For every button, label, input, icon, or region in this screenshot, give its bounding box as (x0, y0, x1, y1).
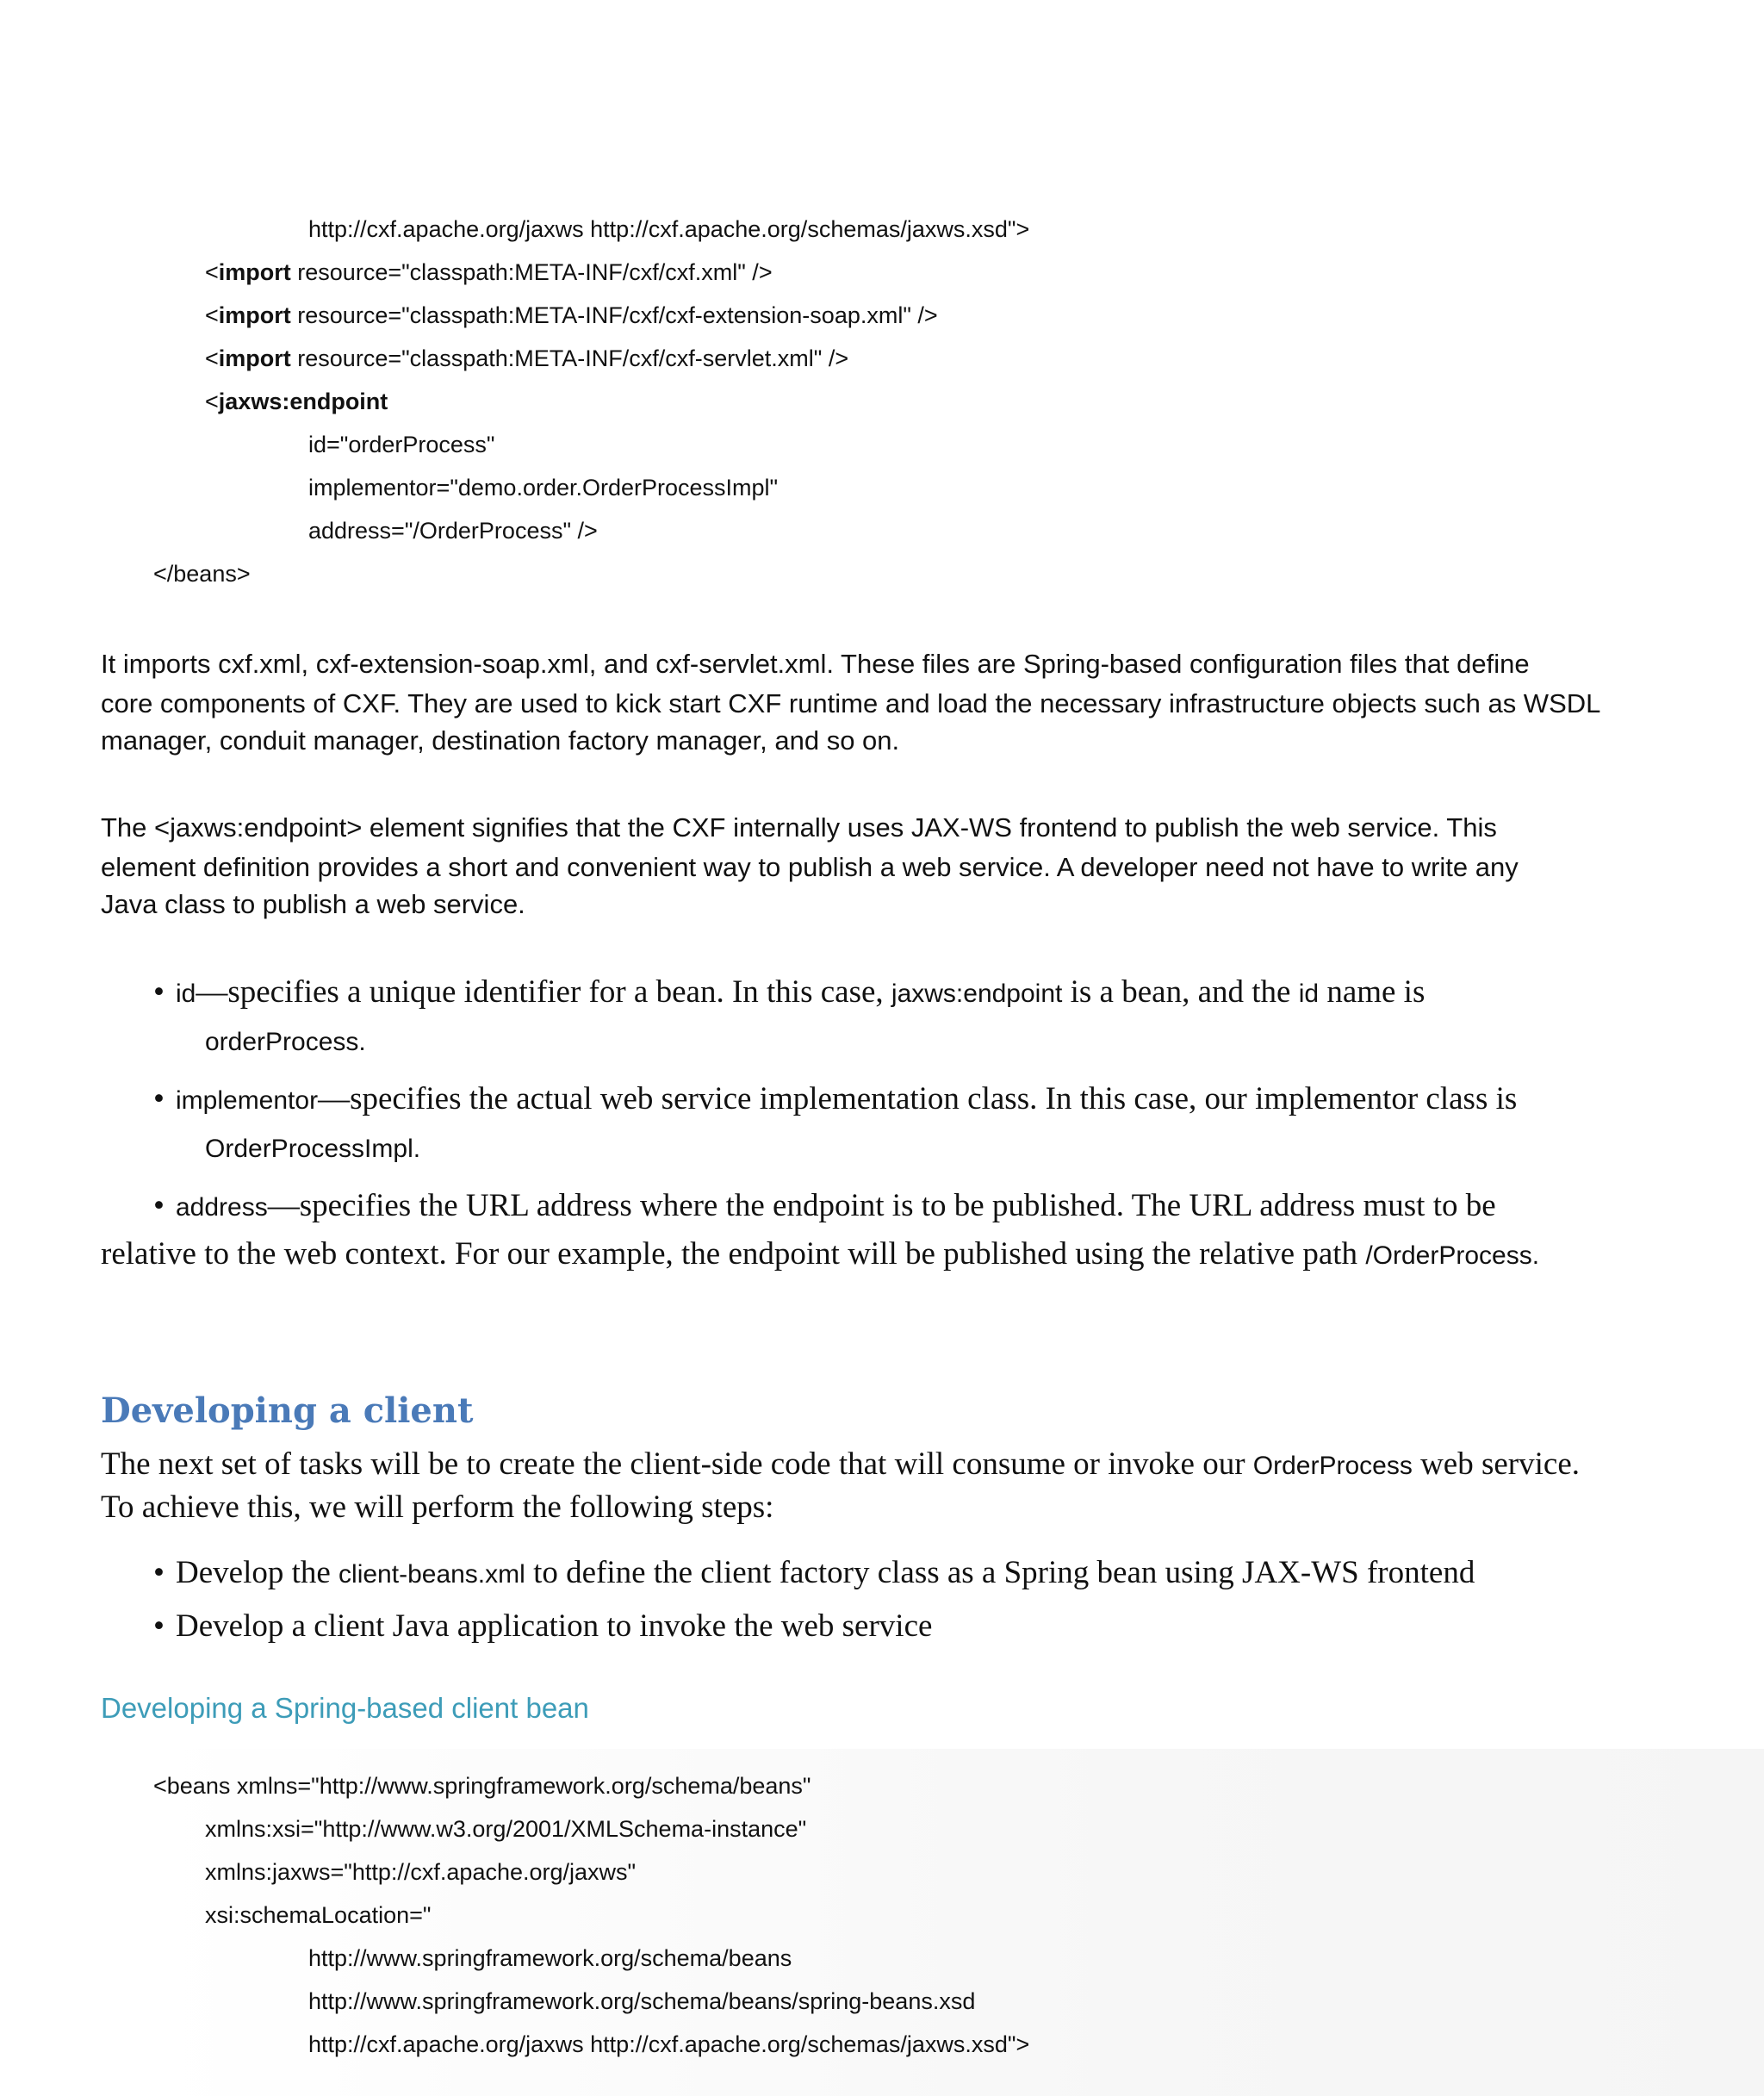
code-line: id="orderProcess" (308, 432, 495, 457)
list-item: • id—specifies a unique identifier for a bean. In this case, jaxws:endpoint is a bean, and the id name is (153, 972, 1425, 1015)
subsection-heading: Developing a Spring-based client bean (101, 1692, 589, 1724)
list-item-continuation: orderProcess. (205, 1028, 366, 1056)
intro-line: The next set of tasks will be to create the client-side code that will consume or invoke our OrderProcess web service. (101, 1446, 1580, 1482)
code-line: address="/OrderProcess" /> (308, 518, 598, 544)
code-line: http://www.springframework.org/schema/beans (308, 1945, 792, 1971)
bullet: • (153, 1555, 165, 1590)
code-line: http://www.springframework.org/schema/beans/spring-beans.xsd (308, 1988, 976, 2014)
list-item: • implementor—specifies the actual web service implementation class. In this case, our implementor class is (153, 1079, 1517, 1122)
list-item: • address—specifies the URL address where the endpoint is to be published. The URL address must to be (153, 1185, 1496, 1228)
code-line: http://cxf.apache.org/jaxws http://cxf.apache.org/schemas/jaxws.xsd"> (308, 216, 1030, 242)
code-line: <import resource="classpath:META-INF/cxf/cxf.xml" /> (205, 259, 773, 285)
section-heading: Developing a client (101, 1390, 474, 1431)
paragraph-imports (101, 644, 1703, 761)
bullet: • (153, 1188, 165, 1223)
list-item: • Develop a client Java application to invoke the web service (153, 1606, 932, 1647)
paragraph-line: It imports cxf.xml, cxf-extension-soap.xml, and cxf-servlet.xml. These files are Spring-based configuration files that define (101, 649, 1530, 679)
code-line: http://cxf.apache.org/jaxws http://cxf.apache.org/schemas/jaxws.xsd"> (308, 2031, 1030, 2057)
code-line: implementor="demo.order.OrderProcessImpl" (308, 475, 779, 501)
code-line: xmlns:jaxws="http://cxf.apache.org/jaxws" (205, 1859, 637, 1885)
code-line: xsi:schemaLocation=" (205, 1902, 432, 1928)
code-line: </beans> (153, 561, 251, 587)
code-line: xmlns:xsi="http://www.w3.org/2001/XMLSchema-instance" (205, 1816, 807, 1842)
paragraph-line: The <jaxws:endpoint> element signifies that the CXF internally uses JAX-WS frontend to publish the web service. This (101, 812, 1497, 843)
bullet: • (153, 1608, 165, 1644)
code-line: <jaxws:endpoint (205, 389, 388, 414)
paragraph-line: core components of CXF. They are used to kick start CXF runtime and load the necessary infrastructure objects such as WSDL (101, 688, 1601, 718)
intro-line: To achieve this, we will perform the following steps: (101, 1490, 774, 1525)
paragraph-line: manager, conduit manager, destination factory manager, and so on. (101, 725, 900, 756)
list-item-continuation: OrderProcessImpl. (205, 1135, 421, 1163)
paragraph-line: element definition provides a short and convenient way to publish a web service. A developer need not have to write any (101, 852, 1519, 882)
list-item-continuation: relative to the web context. For our example, the endpoint will be published using the relative path /OrderProcess. (101, 1236, 1540, 1272)
code-line: <import resource="classpath:META-INF/cxf/cxf-servlet.xml" /> (205, 345, 849, 371)
bullet: • (153, 974, 165, 1010)
code-line: <import resource="classpath:META-INF/cxf/cxf-extension-soap.xml" /> (205, 302, 938, 328)
paragraph-endpoint (101, 808, 1703, 924)
list-item: • Develop the client-beans.xml to define the client factory class as a Spring bean using JAX-WS frontend (153, 1552, 1475, 1595)
bullet: • (153, 1081, 165, 1116)
code-line: <beans xmlns="http://www.springframework.org/schema/beans" (153, 1773, 811, 1799)
paragraph-line: Java class to publish a web service. (101, 889, 525, 919)
